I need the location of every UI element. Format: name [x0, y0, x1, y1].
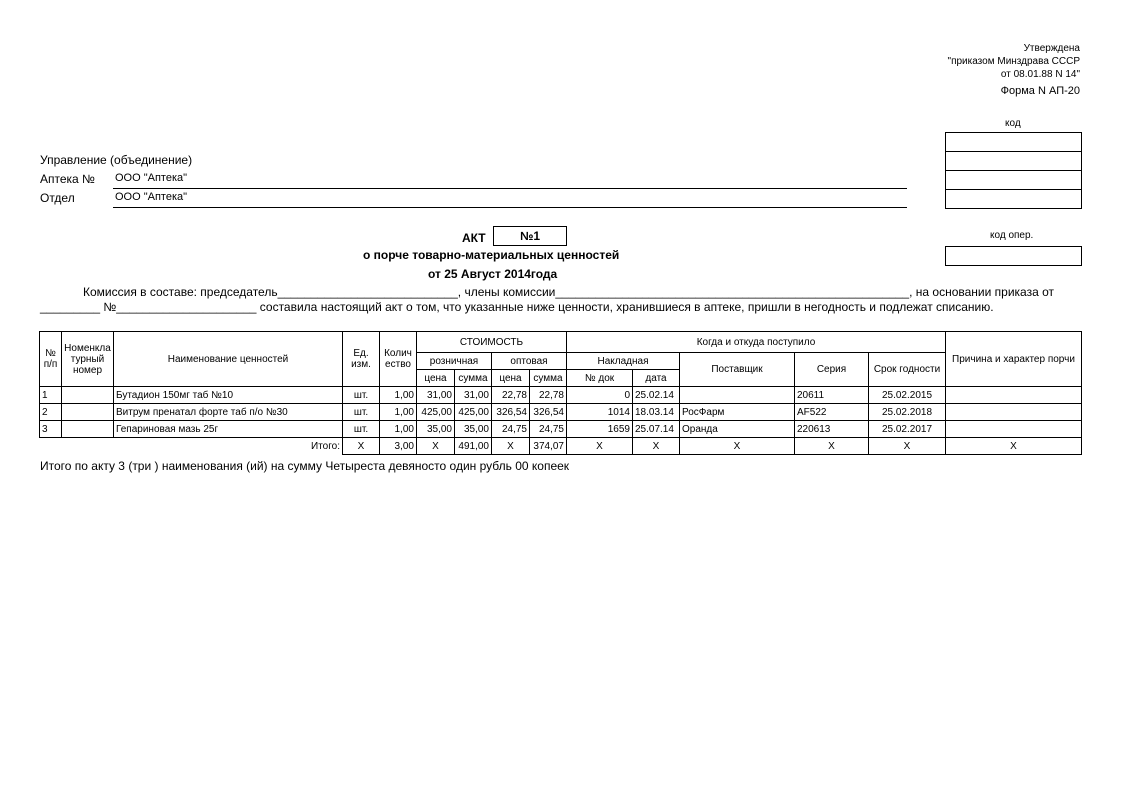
row-retail-sum: 35,00: [455, 421, 492, 438]
table-row: [40, 404, 1082, 421]
row-unit: шт.: [343, 387, 380, 404]
table-row: [40, 387, 1082, 404]
act-number: №1: [493, 226, 567, 246]
header-cost: СТОИМОСТЬ: [417, 332, 567, 353]
approval-order: "приказом Минздрава СССР: [947, 56, 1080, 67]
totals-retail-sum: 491,00: [455, 438, 492, 455]
approval-title: Утверждена: [1023, 43, 1080, 54]
row-series: 20611: [795, 387, 869, 404]
totals-date: X: [633, 438, 680, 455]
header-unit: Ед. изм.: [343, 332, 380, 387]
header-retail-sum: сумма: [455, 370, 492, 387]
row-wholesale-sum: 22,78: [530, 387, 567, 404]
row-wholesale-price: 24,75: [492, 421, 530, 438]
header-retail-price: цена: [417, 370, 455, 387]
form-number: Форма N АП-20: [1000, 85, 1080, 97]
pharmacy-value: ООО "Аптека": [115, 172, 188, 184]
row-unit: шт.: [343, 404, 380, 421]
row-num: 1: [40, 387, 62, 404]
oper-code-label: код опер.: [990, 230, 1034, 241]
department-label: Отдел: [40, 191, 75, 205]
row-wholesale-price: 22,78: [492, 387, 530, 404]
totals-reason: X: [946, 438, 1082, 455]
row-nomenclature: [62, 387, 114, 404]
row-num: 2: [40, 404, 62, 421]
totals-label: Итого:: [40, 438, 343, 455]
row-retail-sum: 425,00: [455, 404, 492, 421]
header-supplier: Поставщик: [680, 353, 795, 387]
row-qty: 1,00: [380, 387, 417, 404]
row-reason: [946, 404, 1082, 421]
row-reason: [946, 421, 1082, 438]
header-expiry: Срок годности: [869, 353, 946, 387]
totals-wholesale-sum: 374,07: [530, 438, 567, 455]
row-unit: шт.: [343, 421, 380, 438]
row-wholesale-price: 326,54: [492, 404, 530, 421]
approval-block: [948, 42, 1080, 81]
totals-expiry: X: [869, 438, 946, 455]
row-series: AF522: [795, 404, 869, 421]
table-row: [40, 421, 1082, 438]
code-box-1[interactable]: [945, 132, 1082, 152]
header-qty: Колич ество: [380, 332, 417, 387]
commission-line-1: Комиссия в составе: председатель___________________________, члены комиссии_____________________________________________________, на основании приказа от: [83, 285, 1054, 299]
row-doc-no: 1659: [567, 421, 633, 438]
row-date: 18.03.14: [633, 404, 680, 421]
row-date: 25.07.14: [633, 421, 680, 438]
header-series: Серия: [795, 353, 869, 387]
code-box-4[interactable]: [945, 189, 1082, 209]
row-retail-sum: 31,00: [455, 387, 492, 404]
header-date: дата: [633, 370, 680, 387]
department-value: ООО "Аптека": [115, 191, 188, 203]
row-supplier: Оранда: [680, 421, 795, 438]
row-qty: 1,00: [380, 421, 417, 438]
row-name: Бутадион 150мг таб №10: [114, 387, 343, 404]
row-nomenclature: [62, 421, 114, 438]
commission-line-2: _________ №_____________________ составила настоящий акт о том, что указанные ниже ценности, хранившиеся в аптеке, пришли в негодность и подлежат списанию.: [40, 300, 994, 314]
code-label: код: [1005, 118, 1021, 129]
totals-row: [40, 438, 1082, 455]
row-nomenclature: [62, 404, 114, 421]
write-off-table: [39, 331, 1082, 455]
row-date: 25.02.14: [633, 387, 680, 404]
row-supplier: [680, 387, 795, 404]
row-retail-price: 425,00: [417, 404, 455, 421]
header-origin: Когда и откуда поступило: [567, 332, 946, 353]
header-wholesale: оптовая: [492, 353, 567, 370]
row-doc-no: 0: [567, 387, 633, 404]
header-reason: Причина и характер порчи: [946, 332, 1082, 387]
row-expiry: 25.02.2017: [869, 421, 946, 438]
row-supplier: РосФарм: [680, 404, 795, 421]
row-wholesale-sum: 24,75: [530, 421, 567, 438]
header-retail: розничная: [417, 353, 492, 370]
pharmacy-label: Аптека №: [40, 172, 95, 186]
oper-code-box[interactable]: [945, 246, 1082, 266]
totals-supplier: X: [680, 438, 795, 455]
row-doc-no: 1014: [567, 404, 633, 421]
totals-retail-price: X: [417, 438, 455, 455]
row-num: 3: [40, 421, 62, 438]
code-box-2[interactable]: [945, 151, 1082, 171]
header-wholesale-sum: сумма: [530, 370, 567, 387]
header-name: Наименование ценностей: [114, 332, 343, 387]
row-qty: 1,00: [380, 404, 417, 421]
row-wholesale-sum: 326,54: [530, 404, 567, 421]
header-doc-no: № док: [567, 370, 633, 387]
act-summary: Итого по акту 3 (три ) наименования (ий) на сумму Четыреста девяносто один рубль 00 копеек: [40, 459, 570, 473]
row-reason: [946, 387, 1082, 404]
row-name: Гепариновая мазь 25г: [114, 421, 343, 438]
approval-order-date: от 08.01.88 N 14": [1000, 69, 1080, 80]
row-expiry: 25.02.2018: [869, 404, 946, 421]
header-num: № п/п: [40, 332, 62, 387]
row-expiry: 25.02.2015: [869, 387, 946, 404]
act-date: от 25 Август 2014года: [428, 267, 558, 281]
code-box-3[interactable]: [945, 170, 1082, 190]
pharmacy-underline: [113, 188, 907, 189]
row-retail-price: 31,00: [417, 387, 455, 404]
header-nomenclature: Номенкла турный номер: [62, 332, 114, 387]
header-wholesale-price: цена: [492, 370, 530, 387]
row-retail-price: 35,00: [417, 421, 455, 438]
act-subtitle: о порче товарно-материальных ценностей: [363, 248, 620, 262]
totals-unit: X: [343, 438, 380, 455]
row-name: Витрум пренатал форте таб п/о №30: [114, 404, 343, 421]
totals-series: X: [795, 438, 869, 455]
department-underline: [113, 207, 907, 208]
act-label: АКТ: [462, 231, 486, 245]
management-label: Управление (объединение): [40, 153, 193, 167]
totals-qty: 3,00: [380, 438, 417, 455]
header-invoice: Накладная: [567, 353, 680, 370]
row-series: 220613: [795, 421, 869, 438]
totals-doc-no: X: [567, 438, 633, 455]
totals-wholesale-price: X: [492, 438, 530, 455]
